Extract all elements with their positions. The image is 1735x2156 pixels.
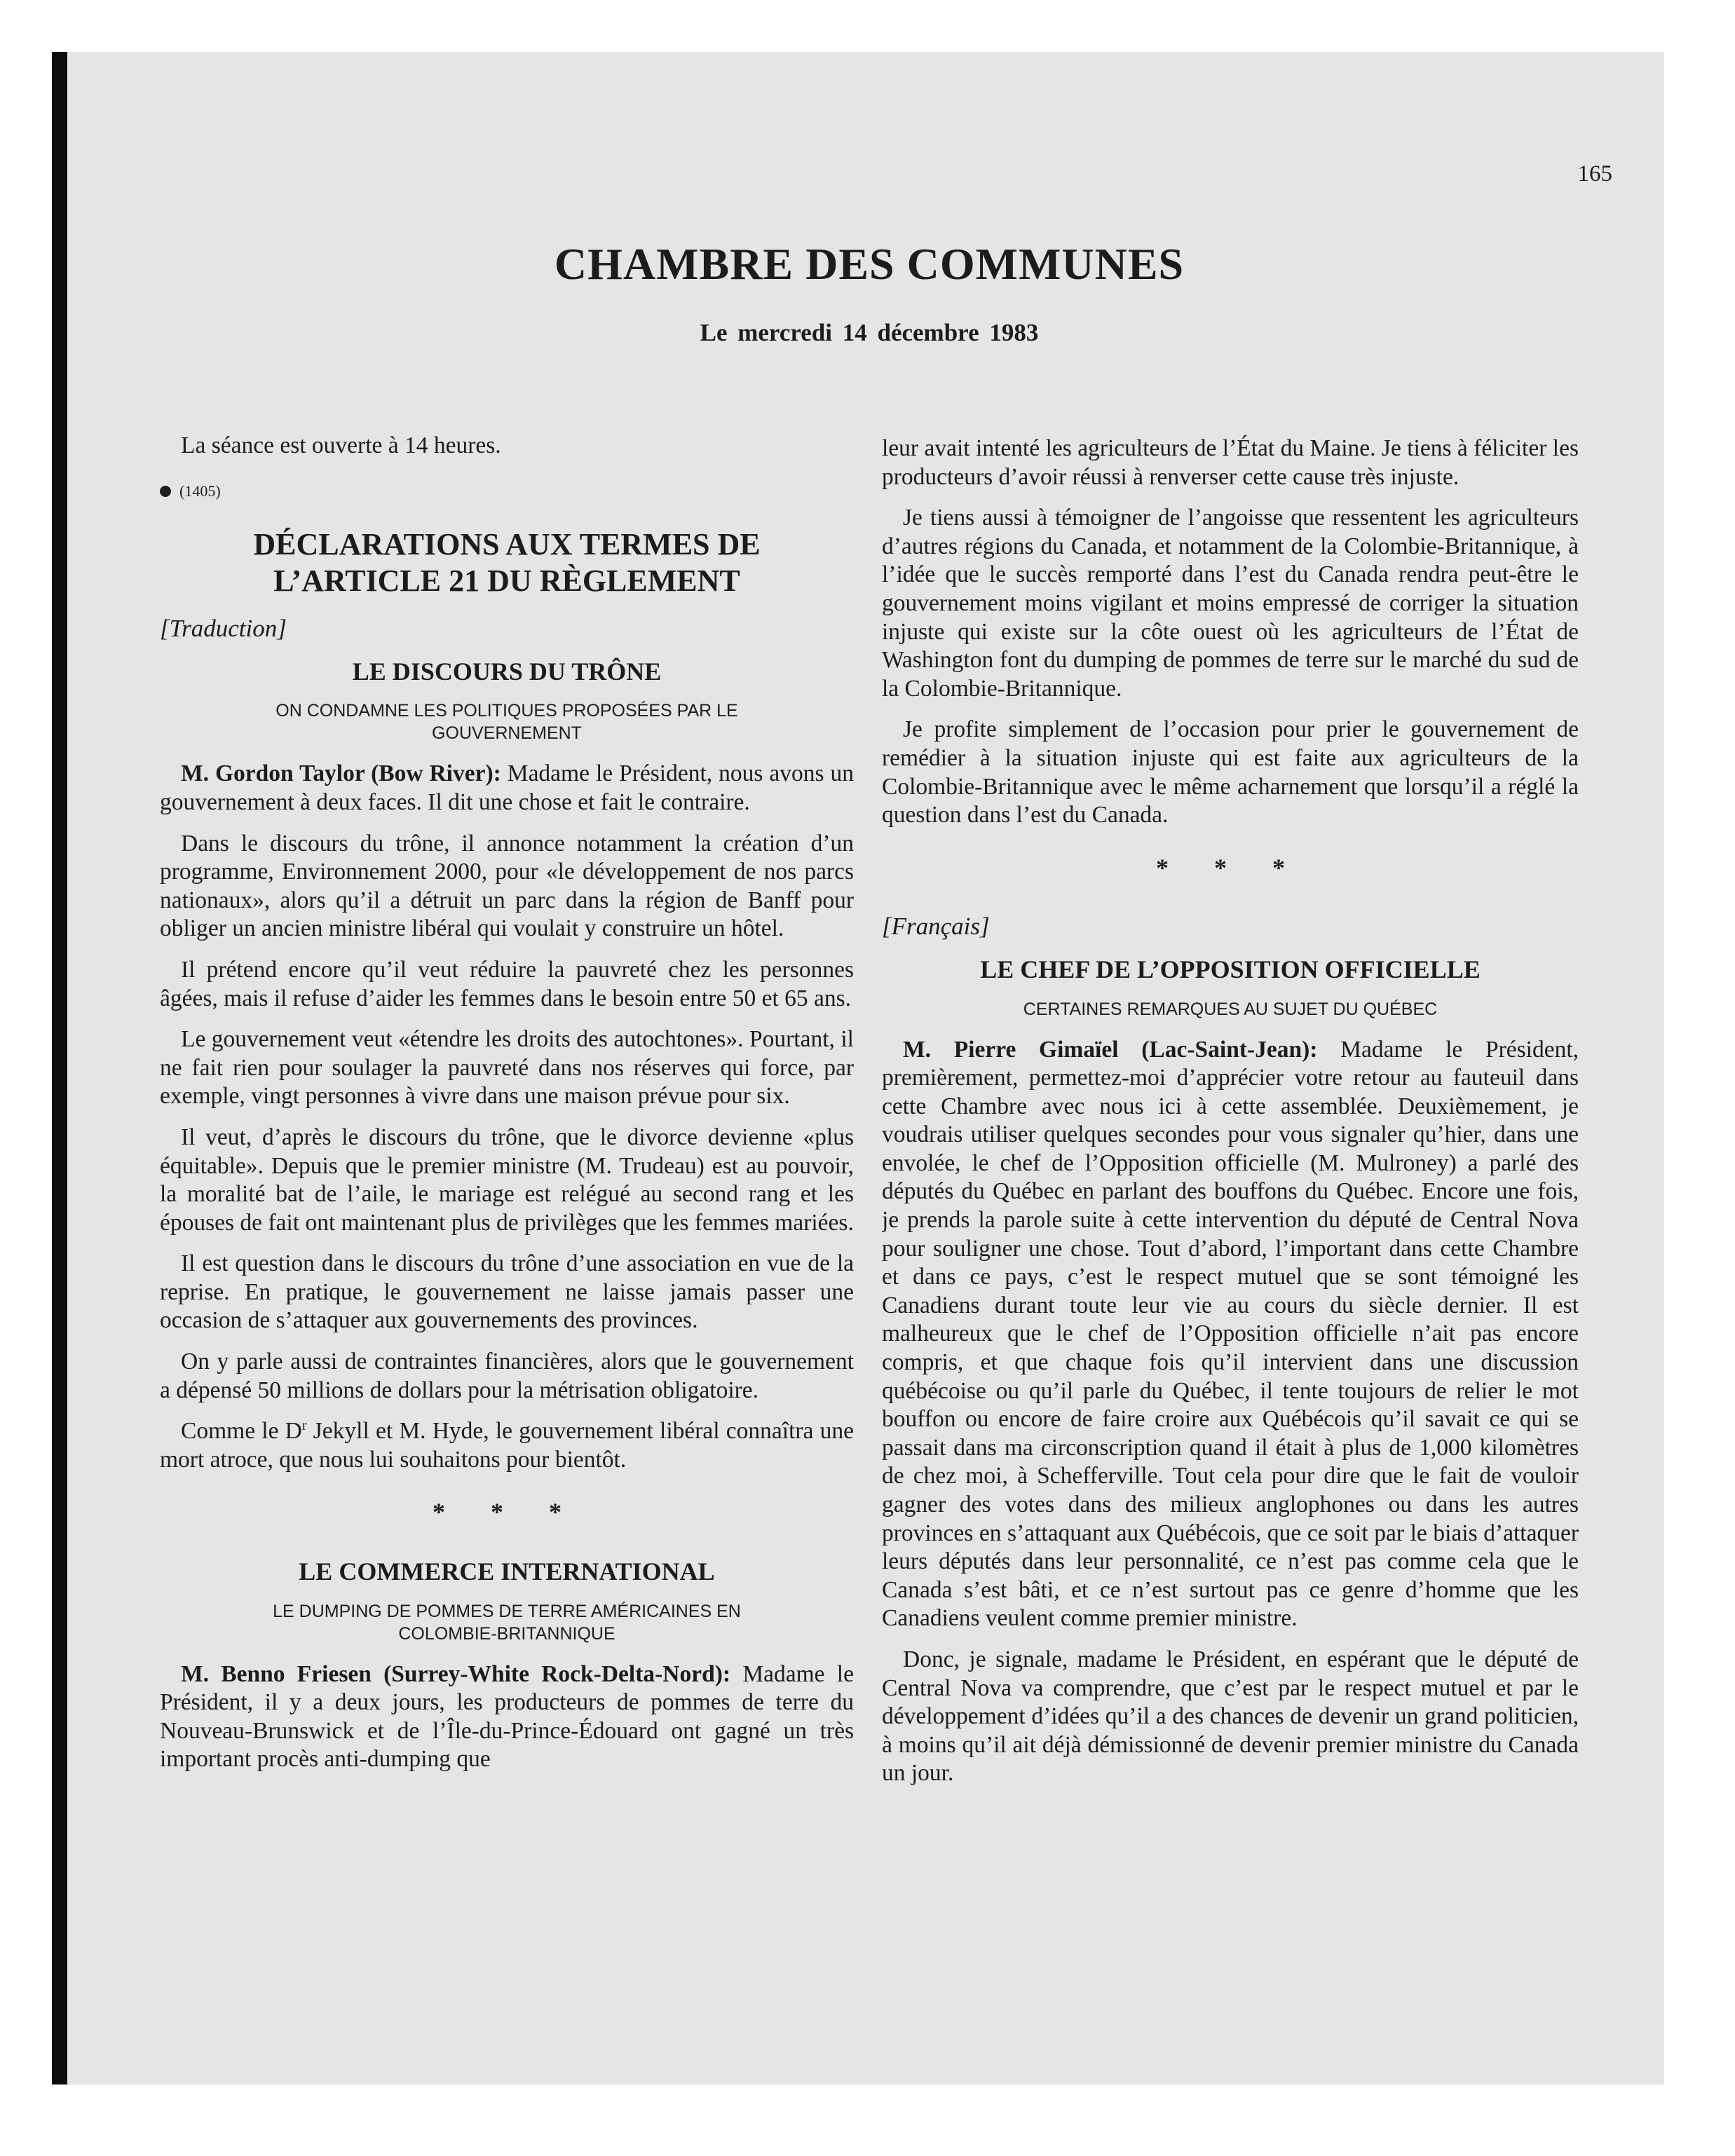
section-title-line: L’ARTICLE 21 DU RÈGLEMENT bbox=[273, 564, 740, 599]
section-title-line: DÉCLARATIONS AUX TERMES DE bbox=[253, 527, 761, 562]
speech-text: Madame le Président, il y a deux jours, les producteurs de pommes de terre du Nouveau-Brunswick et de l’Île-du-Prince-Édouard ont gagné un très important procès anti-dumping que bbox=[160, 1660, 854, 1773]
speech-paragraph bbox=[160, 1417, 854, 1474]
subtopic-line: COLOMBIE-BRITANNIQUE bbox=[398, 1623, 615, 1644]
speech-paragraph: On y parle aussi de contraintes financières, alors que le gouvernement a dépensé 50 millions de dollars pour la métrisation obligatoire. bbox=[160, 1349, 854, 1403]
speech-paragraph bbox=[882, 1036, 1579, 1633]
speaker-name: M. Gordon Taylor (Bow River): bbox=[181, 760, 501, 787]
language-tag: [Traduction] bbox=[160, 615, 287, 643]
subtopic-heading bbox=[160, 700, 854, 744]
opening-line: La séance est ouverte à 14 heures. bbox=[181, 432, 501, 458]
superscript: r bbox=[301, 1418, 307, 1434]
timestamp bbox=[160, 477, 854, 506]
speech-paragraph: Dans le discours du trône, il annonce notamment la création d’un programme, Environnement 2000, pour «le développement de nos parcs nationaux», alors qu’il a détruit un parc dans la région de Banff pour obliger un ancien ministre libéral qui voulait y construire un hôtel. bbox=[160, 830, 854, 942]
topic-heading: LE DISCOURS DU TRÔNE bbox=[352, 657, 662, 685]
subtopic-heading: CERTAINES REMARQUES AU SUJET DU QUÉBEC bbox=[1023, 999, 1438, 1019]
left-column bbox=[160, 432, 854, 2072]
topic-heading: LE COMMERCE INTERNATIONAL bbox=[299, 1557, 715, 1586]
speaker-name: M. Pierre Gimaïel (Lac-Saint-Jean): bbox=[903, 1036, 1318, 1063]
section-title bbox=[160, 526, 854, 599]
section-separator: * * * bbox=[433, 1498, 581, 1527]
speech-paragraph: Je tiens aussi à témoigner de l’angoisse que ressentent les agriculteurs d’autres régions du Canada, et notamment de la Colombie-Britannique, à l’idée que le succès remporté dans l’est du Canada rendra peut-être le gouvernement moins vigilant et moins empressé de corriger la situation injuste qui existe sur la côte ouest où les agriculteurs de l’État de Washington font du dumping de pommes de terre sur le marché du sud de la Colombie-Britannique. bbox=[882, 505, 1579, 702]
topic-heading: LE CHEF DE L’OPPOSITION OFFICIELLE bbox=[980, 955, 1481, 983]
subtopic-line: GOUVERNEMENT bbox=[432, 723, 582, 744]
page-title: CHAMBRE DES COMMUNES bbox=[554, 239, 1185, 289]
binding-edge bbox=[52, 52, 67, 2085]
speech-paragraph bbox=[160, 1660, 854, 1774]
subtopic-heading bbox=[160, 1600, 854, 1645]
speech-paragraph: Il est question dans le discours du trône d’une association en vue de la reprise. En pratique, le gouvernement ne laisse jamais passer une occasion de s’attaquer aux gouvernements des provinces. bbox=[160, 1250, 854, 1334]
speech-text: Jekyll et M. Hyde, le gouvernement libéral connaîtra une mort atroce, que nous lui souhaitons pour bientôt. bbox=[160, 1418, 854, 1473]
right-column bbox=[882, 435, 1579, 2075]
language-tag: [Français] bbox=[882, 913, 990, 941]
speech-paragraph: Il prétend encore qu’il veut réduire la pauvreté chez les personnes âgées, mais il refuse d’aider les femmes dans le besoin entre 50 et 65 ans. bbox=[160, 956, 854, 1011]
timestamp-text: (1405) bbox=[179, 482, 221, 500]
section-separator: * * * bbox=[1156, 853, 1305, 882]
speech-paragraph bbox=[160, 760, 854, 817]
speech-paragraph: leur avait intenté les agriculteurs de l’État du Maine. Je tiens à féliciter les producteurs d’avoir réussi à renverser cette cause très injuste. bbox=[882, 435, 1579, 490]
speech-text: Madame le Président, premièrement, permettez-moi d’apprécier votre retour au fauteuil dans cette Chambre avec nous ici à cette assemblée. Deuxièmement, je voudrais utiliser quelques secondes pour vous signaler qu’hier, dans une envolée, le chef de l’Opposition officielle (M. Mulroney) a parlé des députés du Québec en parlant des bouffons du Québec. Encore une fois, je prends la parole suite à cette intervention du député de Central Nova pour souligner une chose. Tout d’abord, l’important dans cette Chambre et dans ce pays, c’est le respect mutuel que se sont témoigné les Canadiens durant toute leur vie au cours du siècle dernier. Il est malheureux que le chef de l’Opposition officielle n’ait pas encore compris, et que chaque fois qu’il intervient dans une discussion québécoise ou qu’il parle du Québec, il tente toujours de relier le mot bouffon ou encore de faire croire aux Québécois qu’il savait ce qui se passait dans ma circonscription quand il était à plus de 1,000 kilomètres de chez moi, à Schefferville. Tout cela pour dire que le fait de vouloir gagner des votes dans des milieux anglophones ou dans les autres provinces en s’attaquant aux Québécois, que ce soit par le biais d’attaquer leurs députés dans leur personnalité, ce n’est pas comme cela que le Canada s’est bâti, et ce n’est surtout pas ce genre d’homme que les Canadiens veulent comme premier ministre. bbox=[882, 1036, 1579, 1632]
page-number: 165 bbox=[1577, 161, 1612, 186]
speech-paragraph: Le gouvernement veut «étendre les droits des autochtones». Pourtant, il ne fait rien pour soulager la pauvreté dans nos réserves qui force, par exemple, vingt personnes à vivre dans une maison prévue pour six. bbox=[160, 1026, 854, 1110]
speaker-name: M. Benno Friesen (Surrey-White Rock-Delta-Nord): bbox=[181, 1660, 731, 1687]
bullet-icon bbox=[160, 486, 171, 497]
speech-text: Comme le D bbox=[181, 1418, 302, 1445]
speech-paragraph: Je profite simplement de l’occasion pour prier le gouvernement de remédier à la situation injuste qui est faite aux agriculteurs de la Colombie-Britannique avec le même acharnement que lorsqu’il a réglé la question dans l’est du Canada. bbox=[882, 716, 1579, 828]
subtopic-line: LE DUMPING DE POMMES DE TERRE AMÉRICAINES EN bbox=[273, 1601, 741, 1621]
speech-text: Madame le Président, nous avons un gouvernement à deux faces. Il dit une chose et fait le contraire. bbox=[160, 760, 854, 815]
subtopic-line: ON CONDAMNE LES POLITIQUES PROPOSÉES PAR LE bbox=[275, 701, 738, 721]
sitting-date: Le mercredi 14 décembre 1983 bbox=[700, 319, 1039, 346]
speech-paragraph: Il veut, d’après le discours du trône, que le divorce devienne «plus équitable». Depuis que le premier ministre (M. Trudeau) est au pouvoir, la moralité bat de l’aile, le mariage est relégué au second rang et les épouses de fait ont maintenant plus de privilèges que les femmes mariées. bbox=[160, 1124, 854, 1236]
speech-paragraph: Donc, je signale, madame le Président, en espérant que le député de Central Nova va comprendre, que c’est par le respect mutuel et par le développement d’idées qu’il a des chances de devenir un grand politicien, à moins qu’il ait déjà démissionné de devenir premier ministre du Canada un jour. bbox=[882, 1646, 1579, 1787]
